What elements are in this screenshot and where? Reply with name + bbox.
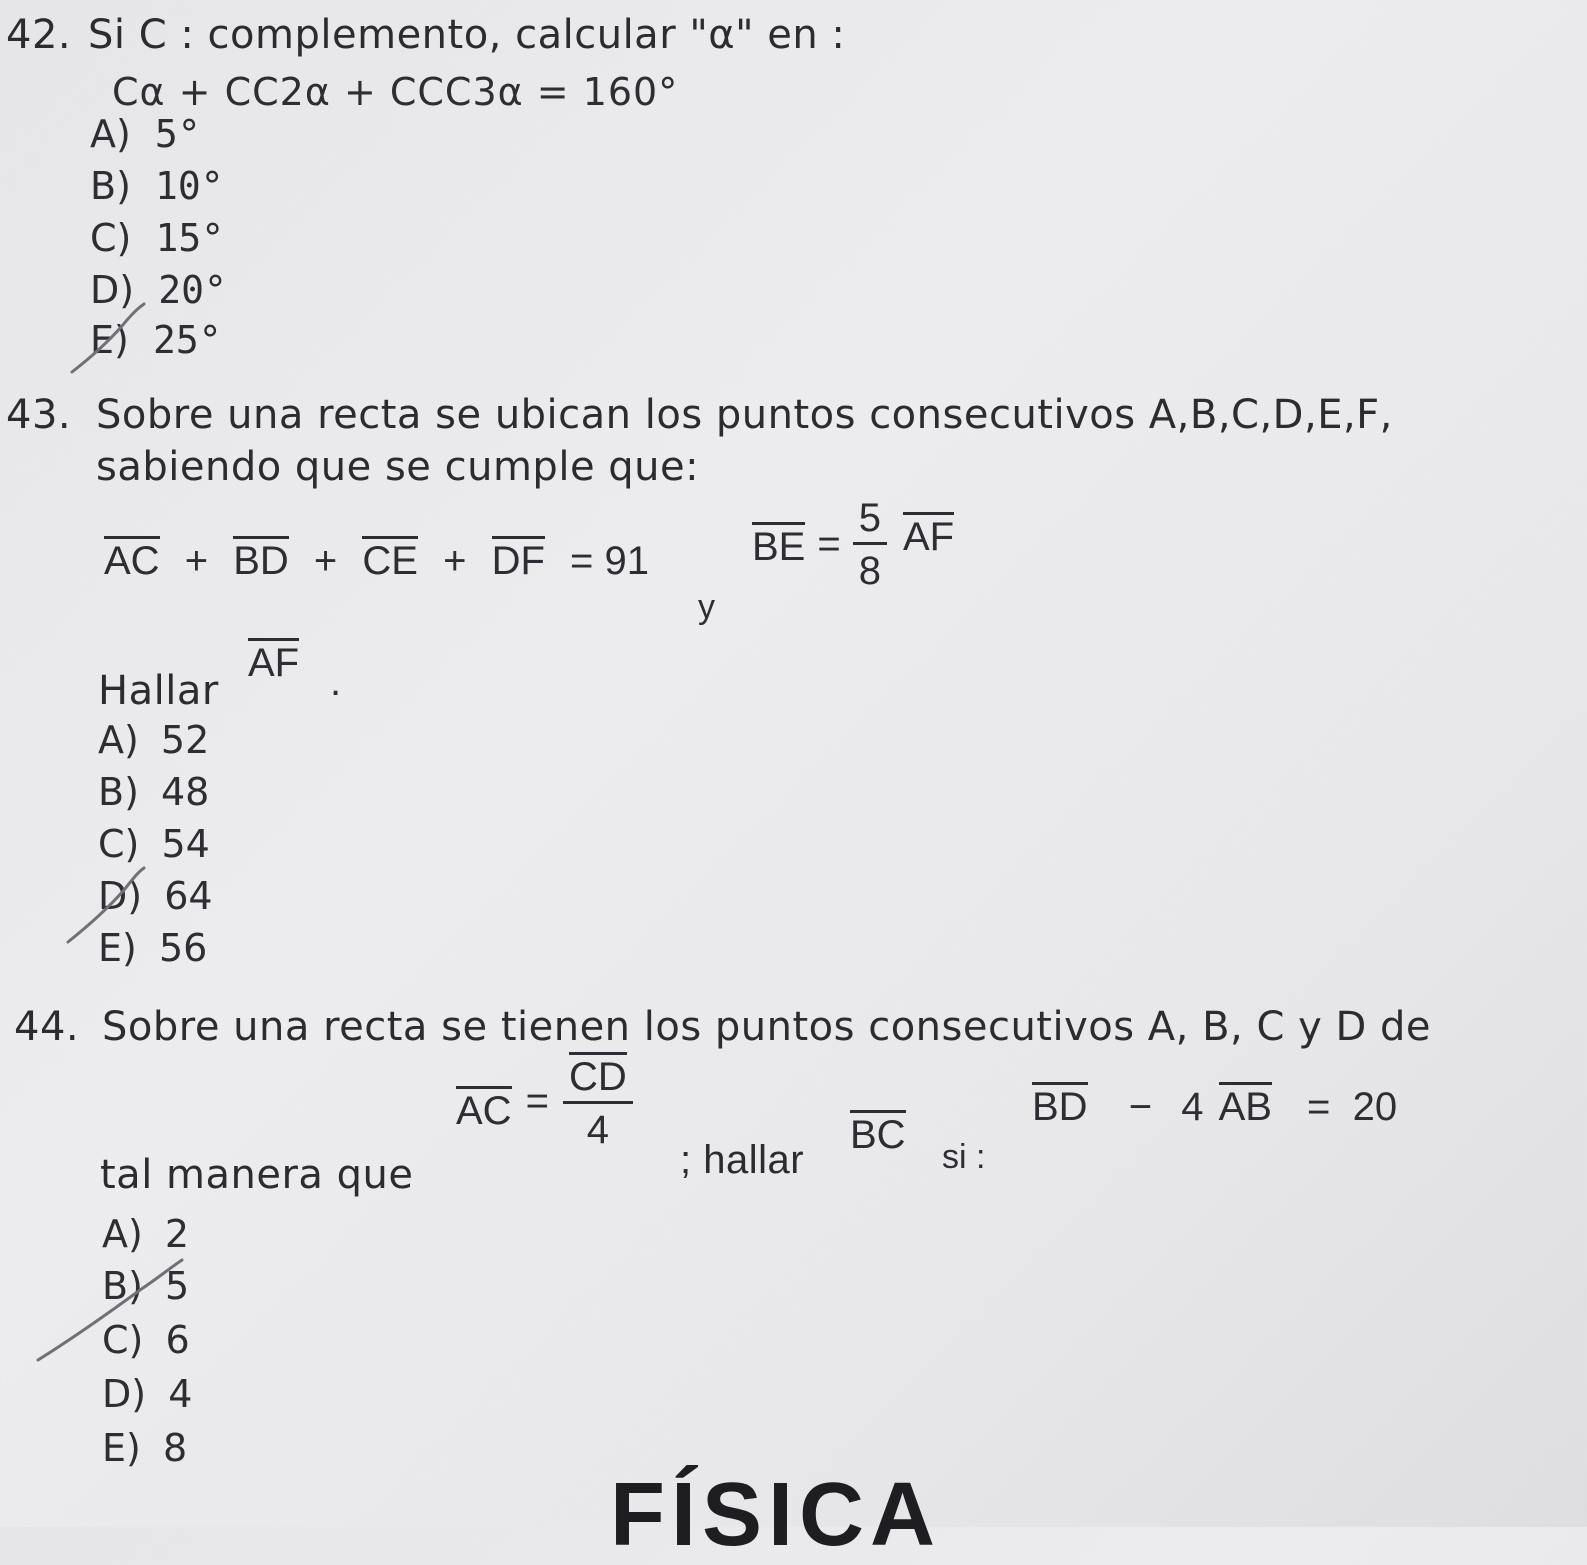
plus-sign: + xyxy=(313,539,338,583)
option-d xyxy=(98,874,213,918)
section-heading: FÍSICA xyxy=(610,1465,942,1565)
option-letter: E) xyxy=(98,926,137,970)
option-a xyxy=(102,1212,189,1256)
equation-condition xyxy=(1032,1082,1397,1130)
equals-sign: = xyxy=(817,522,841,566)
option-letter: C) xyxy=(98,822,140,866)
fraction-numerator: 5 xyxy=(853,498,887,545)
equation-ratio xyxy=(456,1052,633,1150)
option-letter: E) xyxy=(102,1426,141,1470)
question-text: Si C : complemento, calcular "α" en : xyxy=(88,12,846,58)
question-number: 44. xyxy=(14,1004,80,1050)
fraction xyxy=(563,1052,633,1150)
fraction-denominator: 4 xyxy=(586,1108,609,1152)
segment-cd: CD xyxy=(569,1052,627,1097)
option-c xyxy=(98,822,210,866)
option-value: 8 xyxy=(162,1426,188,1470)
option-b xyxy=(90,164,224,208)
minus-sign: − xyxy=(1128,1085,1153,1129)
segment-bc: BC xyxy=(850,1110,906,1155)
option-e xyxy=(102,1426,187,1470)
option-e xyxy=(90,318,222,362)
option-value: 54 xyxy=(161,822,210,866)
segment-bd: BD xyxy=(1032,1082,1088,1127)
equals-sign: = xyxy=(525,1078,549,1123)
si-text: si : xyxy=(942,1138,986,1176)
equation: Cα + CC2α + CCC3α = 160° xyxy=(112,70,679,114)
segment-ab: AB xyxy=(1219,1082,1272,1127)
option-c xyxy=(90,216,224,260)
option-e xyxy=(98,926,207,970)
plus-sign: + xyxy=(443,539,467,583)
option-letter: C) xyxy=(102,1318,144,1362)
equation-ratio xyxy=(752,498,954,591)
option-letter: B) xyxy=(102,1264,143,1308)
segment-ce: CE xyxy=(362,536,418,581)
find-period: . xyxy=(330,660,342,704)
question-number: 43. xyxy=(6,392,72,438)
option-a xyxy=(90,112,201,156)
option-value: 52 xyxy=(160,718,210,762)
plus-sign: + xyxy=(184,539,209,583)
segment-be: BE xyxy=(752,522,805,567)
option-value: 10° xyxy=(155,164,224,208)
option-letter: C) xyxy=(90,216,132,260)
question-text-line1: Sobre una recta se ubican los puntos consecutivos A,B,C,D,E,F, xyxy=(96,392,1393,438)
segment-af-find: AF xyxy=(248,638,299,683)
question-text-line1: Sobre una recta se tienen los puntos consecutivos A, B, C y D de xyxy=(102,1004,1432,1050)
fraction-denominator: 8 xyxy=(858,549,881,593)
option-letter: A) xyxy=(90,112,131,156)
segment-df: DF xyxy=(492,536,545,581)
fraction-numerator xyxy=(563,1052,633,1104)
segment-ac: AC xyxy=(104,536,160,581)
option-letter: E) xyxy=(90,318,129,362)
option-value: 5 xyxy=(165,1264,190,1308)
option-value: 56 xyxy=(158,926,208,970)
option-d xyxy=(90,268,227,312)
option-value: 2 xyxy=(164,1212,190,1256)
option-letter: D) xyxy=(98,874,143,918)
find-segment xyxy=(850,1110,906,1158)
option-value: 4 xyxy=(168,1372,193,1416)
option-value: 5° xyxy=(154,112,201,156)
segment-ac: AC xyxy=(456,1086,512,1131)
question-text-line2: sabiendo que se cumple que: xyxy=(96,444,700,490)
equation-sum xyxy=(104,536,649,584)
equation-value: = 20 xyxy=(1307,1085,1398,1129)
connector-y: y xyxy=(698,588,715,626)
question-text-line2: tal manera que xyxy=(100,1152,414,1198)
option-value: 6 xyxy=(165,1318,190,1362)
option-value: 48 xyxy=(161,770,210,814)
option-b xyxy=(98,770,209,814)
option-a xyxy=(98,718,209,762)
coefficient: 4 xyxy=(1181,1085,1204,1129)
find-label: Hallar xyxy=(98,668,219,714)
option-value: 15° xyxy=(155,216,225,260)
find-segment xyxy=(248,638,299,686)
option-value: 25° xyxy=(152,318,222,362)
question-number: 42. xyxy=(6,12,72,58)
option-d xyxy=(102,1372,192,1416)
option-letter: A) xyxy=(102,1212,143,1256)
find-text: ; hallar xyxy=(680,1138,805,1182)
option-value: 64 xyxy=(164,874,213,918)
segment-af: AF xyxy=(903,512,954,557)
equation-value: = 91 xyxy=(570,539,649,583)
option-letter: A) xyxy=(98,718,139,762)
option-letter: B) xyxy=(98,770,139,814)
option-b xyxy=(102,1264,189,1308)
option-letter: B) xyxy=(90,164,131,208)
option-value: 20° xyxy=(158,268,227,312)
option-letter: D) xyxy=(90,268,135,312)
fraction xyxy=(853,498,887,591)
option-letter: D) xyxy=(102,1372,147,1416)
option-c xyxy=(102,1318,190,1362)
segment-bd: BD xyxy=(233,536,289,581)
